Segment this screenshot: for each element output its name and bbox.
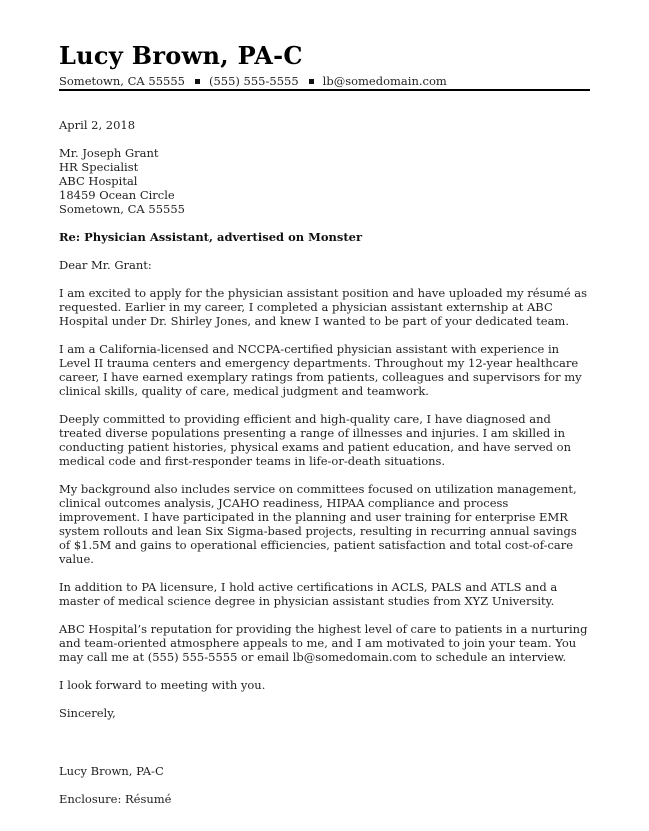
closing-phrase: Sincerely, bbox=[59, 706, 116, 720]
paragraph-motivation: ABC Hospital’s reputation for providing the highest level of care to patients in a nurturing and team-oriented atmosphere appeals to me, and I am motivated to join your team. You may call me at (555) 555-5555 or email lb@somedomain.com to schedule an interview. bbox=[59, 622, 588, 664]
paragraph-care: Deeply committed to providing efficient and high-quality care, I have diagnosed and treated diverse populations presenting a range of illnesses and injuries. I am skilled in conducting patient histories, physical exams and patient education, and have served on medical code and first-responder teams in life-or-death situations. bbox=[59, 412, 571, 468]
sender-name: Lucy Brown, PA-C bbox=[59, 41, 303, 70]
paragraph-closing: I look forward to meeting with you. bbox=[59, 678, 266, 692]
subject-line: Re: Physician Assistant, advertised on Monster bbox=[59, 230, 363, 244]
paragraph-background: My background also includes service on committees focused on utilization management, clinical outcomes analysis, JCAHO readiness, HIPAA compliance and process improvement. I have participated in the planning and user training for enterprise EMR system rollouts and lean Six Sigma-based projects, resulting in recurring annual savings of $1.5M and gains to operational efficiencies, patient satisfaction and total cost-of-care value. bbox=[59, 482, 577, 566]
recipient-line: HR Specialist bbox=[59, 160, 139, 174]
enclosure-line: Enclosure: Résumé bbox=[59, 792, 172, 806]
recipient-line: Mr. Joseph Grant bbox=[59, 146, 159, 160]
separator-square-icon bbox=[195, 79, 200, 84]
paragraph-qualifications: I am a California-licensed and NCCPA-certified physician assistant with experience in Level II trauma centers and emergency departments. Throughout my 12-year healthcare career, I have earned exemplary ratings from patients, colleagues and supervisors for my clinical skills, quality of care, medical judgment and teamwork. bbox=[59, 342, 582, 398]
sender-email: lb@somedomain.com bbox=[322, 74, 447, 88]
sender-phone: (555) 555-5555 bbox=[208, 74, 299, 88]
recipient-line: 18459 Ocean Circle bbox=[59, 188, 175, 202]
header-divider bbox=[59, 89, 590, 91]
letterhead bbox=[59, 42, 590, 89]
sender-city: Sometown, CA 55555 bbox=[59, 74, 185, 88]
separator-square-icon bbox=[309, 79, 314, 84]
recipient-line: ABC Hospital bbox=[59, 174, 138, 188]
paragraph-intro: I am excited to apply for the physician assistant position and have uploaded my résumé as requested. Earlier in my career, I completed a physician assistant externship at ABC Hospital under Dr. Shirley Jones, and knew I wanted to be part of your dedicated team. bbox=[59, 286, 588, 328]
recipient-address bbox=[59, 146, 589, 216]
salutation: Dear Mr. Grant: bbox=[59, 258, 152, 272]
contact-line bbox=[59, 73, 590, 89]
letter-body bbox=[59, 118, 589, 806]
recipient-line: Sometown, CA 55555 bbox=[59, 202, 185, 216]
paragraph-certifications: In addition to PA licensure, I hold active certifications in ACLS, PALS and ATLS and a master of medical science degree in physician assistant studies from XYZ University. bbox=[59, 580, 558, 608]
letter-date: April 2, 2018 bbox=[59, 118, 136, 132]
signature-name: Lucy Brown, PA-C bbox=[59, 764, 164, 778]
